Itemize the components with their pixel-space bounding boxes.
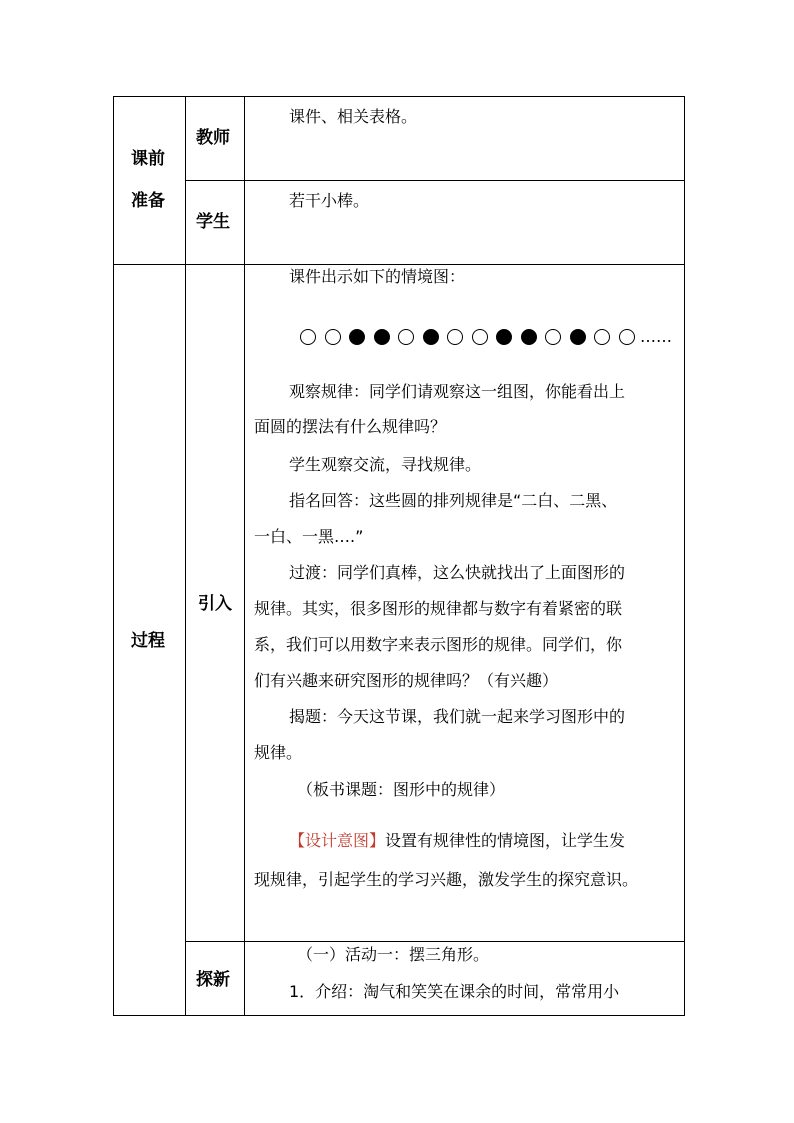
design-intent-text: 设置有规律性的情境图，让学生发: [385, 831, 626, 850]
intro-line-13: （板书课题：图形中的规律）: [297, 780, 506, 799]
circle-black: [496, 329, 512, 345]
teacher-label: 教师: [196, 128, 230, 148]
intro-line-6: 一白、一黑….”: [254, 527, 364, 546]
intro-line-7: 过渡：同学们真棒，这么快就找出了上面图形的: [289, 563, 626, 582]
circle-white: [447, 329, 463, 345]
intro-line-9: 系，我们可以用数字来表示图形的规律。同学们，你: [254, 635, 623, 654]
intro-line-1: 课件出示如下的情境图：: [289, 267, 466, 286]
prep-section-label-line1: 课前: [131, 149, 165, 169]
table-left-border: [113, 96, 114, 1016]
intro-line-10: 们有兴趣来研究图形的规律吗？（有兴趣）: [254, 671, 559, 690]
circle-white: [619, 329, 635, 345]
prep-section-label-line2: 准备: [131, 191, 165, 211]
circle-white: [398, 329, 414, 345]
table-top-border: [113, 96, 685, 97]
row-divider-prep-process: [113, 264, 685, 265]
circle-white: [545, 329, 561, 345]
explore-line-2: 1．介绍：淘气和笑笑在课余的时间，常常用小: [289, 982, 620, 1001]
explore-line-1: （一）活动一：摆三角形。: [297, 945, 490, 964]
intro-line-3: 面圆的摆法有什么规律吗？: [254, 417, 447, 436]
circle-black: [374, 329, 390, 345]
design-intent-line-2: 现规律，引起学生的学习兴趣，激发学生的探究意识。: [254, 870, 639, 889]
process-section-label: 过程: [131, 631, 165, 651]
intro-line-2: 观察规律：同学们请观察这一组图，你能看出上: [289, 382, 626, 401]
table-right-border: [684, 96, 685, 1016]
circle-black: [570, 329, 586, 345]
teacher-content: 课件、相关表格。: [289, 107, 418, 126]
circle-black: [423, 329, 439, 345]
row-divider-intro-explore: [185, 941, 685, 942]
circle-black: [349, 329, 365, 345]
column-divider-1: [185, 96, 186, 1016]
circle-black: [521, 329, 537, 345]
design-intent-tag: 【设计意图】: [289, 831, 386, 850]
intro-line-11: 揭题：今天这节课，我们就一起来学习图形中的: [289, 707, 626, 726]
intro-line-5: 指名回答：这些圆的排列规律是“二白、二黑、: [289, 491, 618, 510]
table-bottom-border: [113, 1015, 685, 1016]
circle-white: [594, 329, 610, 345]
intro-line-8: 规律。其实，很多图形的规律都与数字有着紧密的联: [254, 599, 623, 618]
circle-sequence: [300, 325, 672, 349]
explore-label: 探新: [196, 970, 230, 990]
circle-sequence-ellipsis: ……: [640, 327, 672, 346]
column-divider-2: [244, 96, 245, 1016]
circle-white: [472, 329, 488, 345]
circle-white: [300, 329, 316, 345]
student-label: 学生: [196, 212, 230, 232]
circle-white: [325, 329, 341, 345]
intro-label: 引入: [198, 594, 232, 614]
row-divider-teacher-student: [185, 180, 685, 181]
student-content: 若干小棒。: [289, 191, 370, 210]
intro-line-12: 规律。: [254, 743, 303, 762]
design-intent-line-1: [289, 830, 625, 852]
intro-line-4: 学生观察交流，寻找规律。: [289, 455, 482, 474]
